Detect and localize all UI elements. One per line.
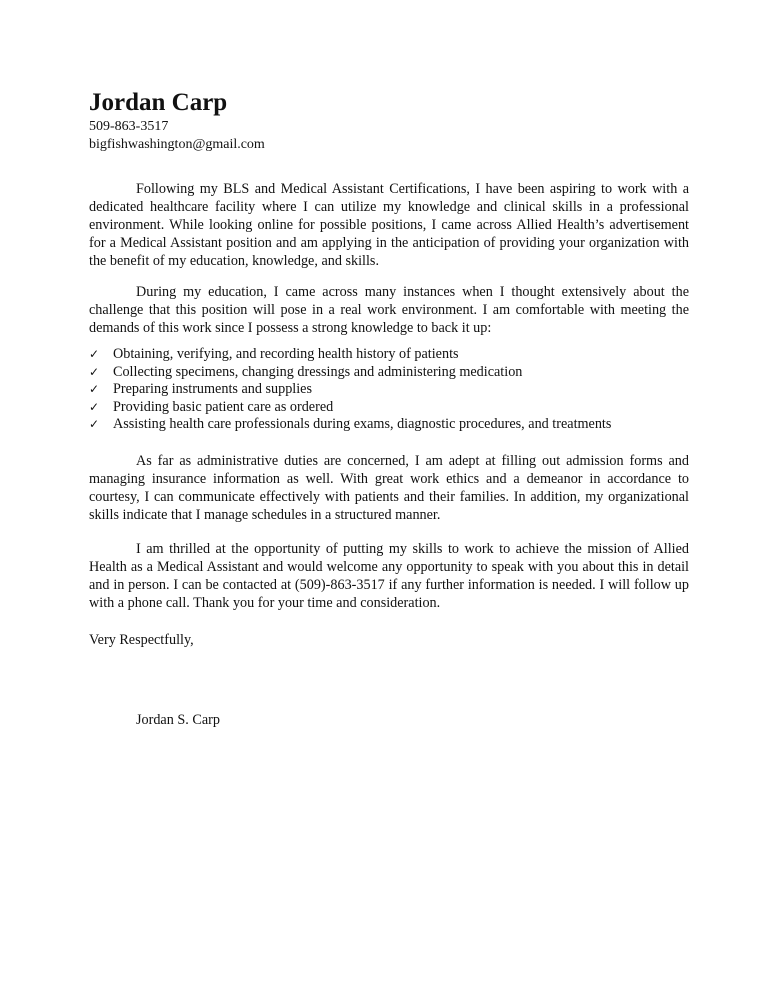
email-address: bigfishwashington@gmail.com <box>89 137 265 152</box>
skills-checklist <box>89 346 689 434</box>
list-item <box>89 381 689 399</box>
administrative-paragraph: As far as administrative duties are concerned, I am adept at filling out admission forms and managing insurance information as well. With great work ethics and a demeanor in accordance to courtesy, I can communicate effectively with patients and their families. In addition, my organizational skills indicate that I manage schedules in a structured manner. <box>89 452 689 523</box>
list-item-text: Providing basic patient care as ordered <box>113 398 334 415</box>
list-item <box>89 364 689 382</box>
applicant-name: Jordan Carp <box>89 89 228 116</box>
list-item-text: Obtaining, verifying, and recording health history of patients <box>113 346 459 362</box>
list-item-text: Assisting health care professionals during exams, diagnostic procedures, and treatments <box>113 416 612 432</box>
phone-number: 509-863-3517 <box>89 119 169 134</box>
cover-letter <box>89 88 689 729</box>
complimentary-close: Very Respectfully, <box>89 631 194 648</box>
education-paragraph: During my education, I came across many instances when I thought extensively about the challenge that this position will pose in a real work environment. I am comfortable with meeting the demands of this work since I possess a strong knowledge to back it up: <box>89 284 689 336</box>
checkmark-icon: ✓ <box>89 417 100 431</box>
checkmark-icon: ✓ <box>89 382 100 396</box>
signature-name: Jordan S. Carp <box>136 711 220 728</box>
checkmark-icon: ✓ <box>89 364 100 379</box>
checkmark-icon: ✓ <box>89 399 100 414</box>
list-item-text: Preparing instruments and supplies <box>113 381 312 397</box>
closing-paragraph: I am thrilled at the opportunity of putting my skills to work to achieve the mission of Allied Health as a Medical Assistant and would welcome any opportunity to speak with you about this in detail and in person. I can be contacted at (509)-863-3517 if any further information is needed. I will follow up with a phone call. Thank you for your time and consideration. <box>89 540 689 611</box>
list-item <box>89 346 689 364</box>
list-item <box>89 399 689 417</box>
list-item-text: Collecting specimens, changing dressings and administering medication <box>113 363 523 380</box>
intro-paragraph: Following my BLS and Medical Assistant Certifications, I have been aspiring to work with a dedicated healthcare facility where I can utilize my knowledge and clinical skills in a professional environment. While looking online for possible positions, I came across Allied Health’s advertisement for a Medical Assistant position and am applying in the anticipation of providing your organization with the benefit of my education, knowledge, and skills. <box>89 181 689 269</box>
checkmark-icon: ✓ <box>89 347 100 361</box>
list-item <box>89 416 689 434</box>
